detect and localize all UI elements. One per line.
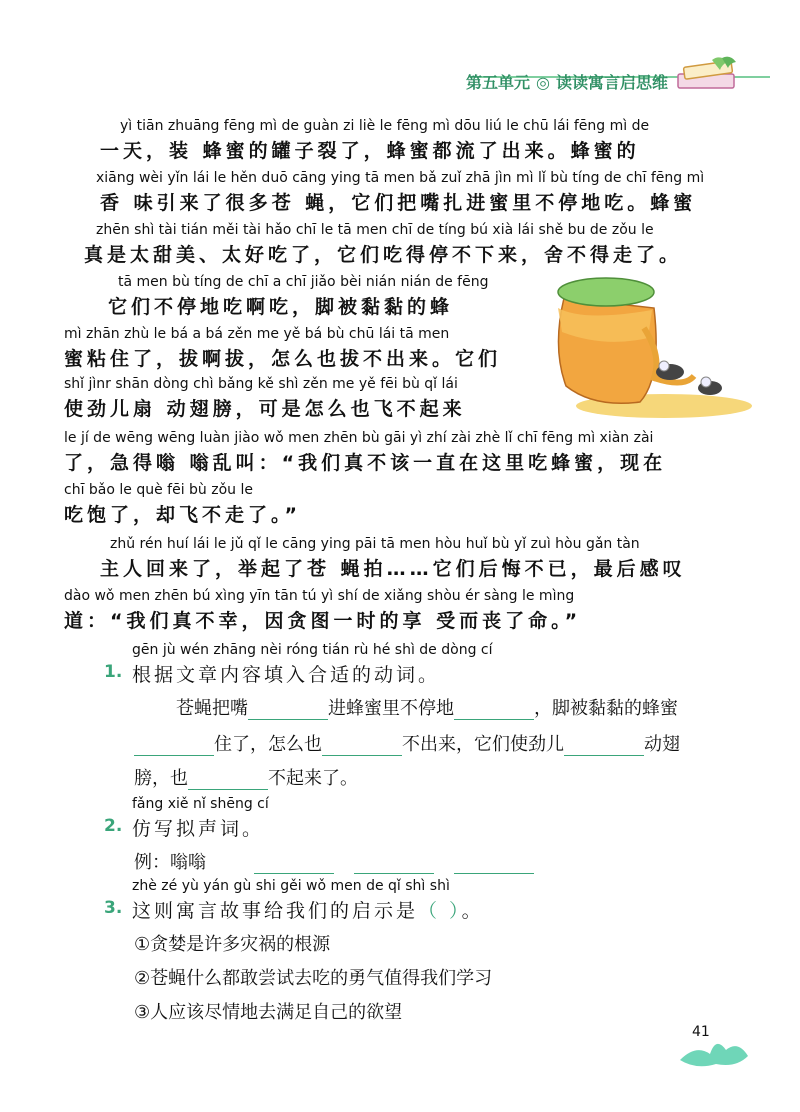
answer-paren[interactable]: （ ） <box>418 900 462 922</box>
pinyin-line-2: xiāng wèi yǐn lái le hěn duō cāng ying tā men bǎ zuǐ zhā jìn mì lǐ bù tíng de chī fēng mì <box>96 170 705 186</box>
pinyin-line-7: le jí de wēng wēng luàn jiào wǒ men zhēn bù gāi yì zhí zài zhè lǐ chī fēng mì xiàn zài <box>64 430 654 446</box>
text-line-1: 一天，装 蜂蜜的罐子裂了，蜂蜜都流了出来。蜂蜜的 <box>100 140 640 162</box>
q1-part-8: 不起来了。 <box>268 768 358 789</box>
q2-example-text: 例：嗡嗡 <box>134 852 206 873</box>
q2-prompt: 仿写拟声词。 <box>132 818 265 840</box>
q1-part-7: 膀，也 <box>134 768 188 789</box>
text-line-6: 使劲儿扇 动翅膀，可是怎么也飞不起来 <box>64 398 466 420</box>
blank-3[interactable] <box>134 735 214 756</box>
q1-part-6: 动翅 <box>644 734 680 755</box>
q3-prompt-line <box>132 896 484 923</box>
honey-jar-illustration <box>544 268 754 420</box>
unit-title-text: 读读寓言启思维 <box>555 73 668 92</box>
pinyin-line-10: dào wǒ men zhēn bú xìng yīn tān tú yì shí de xiǎng shòu ér sàng le mìng <box>64 588 575 604</box>
q1-part-3: ，脚被黏黏的蜂蜜 <box>534 698 678 719</box>
text-line-4: 它们不停地吃啊吃，脚被黏黏的蜂 <box>108 296 454 318</box>
text-line-3: 真是太甜美、太好吃了，它们吃得停不下来，舍不得走了。 <box>84 244 683 266</box>
text-line-7: 了，急得嗡 嗡乱叫：“我们真不该一直在这里吃蜂蜜，现在 <box>64 452 667 474</box>
pinyin-line-4: tā men bù tíng de chī a chī jiǎo bèi nián nián de fēng <box>118 274 489 290</box>
blank-6[interactable] <box>188 769 268 790</box>
option-3: ③人应该尽情地去满足自己的欲望 <box>134 1002 403 1023</box>
unit-label: 第五单元 <box>466 73 531 92</box>
page-number: 41 <box>692 1024 710 1040</box>
q1-pinyin: gēn jù wén zhāng nèi róng tián rù hé shì de dòng cí <box>132 642 493 658</box>
q3-tail: 。 <box>461 900 484 922</box>
q1-prompt: 根据文章内容填入合适的动词。 <box>132 664 441 686</box>
q3-pinyin: zhè zé yù yán gù shi gěi wǒ men de qǐ shì shì <box>132 878 450 894</box>
splash-decoration-icon <box>676 1030 752 1070</box>
unit-header <box>466 70 668 93</box>
q1-sentence-line-1 <box>176 694 678 720</box>
text-line-9: 主人回来了，举起了苍 蝇拍……它们后悔不已，最后感叹 <box>100 558 686 580</box>
option-2: ②苍蝇什么都敢尝试去吃的勇气值得我们学习 <box>134 968 493 989</box>
q3-prompt: 这则寓言故事给我们的启示是 <box>132 900 419 922</box>
q3-number: 3. <box>104 898 123 918</box>
text-line-8: 吃饱了，却飞不走了。” <box>64 504 301 526</box>
text-line-10: 道：“我们真不幸，因贪图一时的享 受而丧了命。” <box>64 610 582 632</box>
pinyin-line-1: yì tiān zhuāng fēng mì de guàn zi liè le fēng mì dōu liú le chū lái fēng mì de <box>120 118 650 134</box>
blank-2[interactable] <box>454 699 534 720</box>
q1-sentence-line-3 <box>134 764 358 790</box>
q1-number: 1. <box>104 662 123 682</box>
q2-number: 2. <box>104 816 123 836</box>
blank-7[interactable] <box>254 853 334 874</box>
books-icon <box>672 54 742 94</box>
blank-8[interactable] <box>354 853 434 874</box>
pinyin-line-5: mì zhān zhù le bá a bá zěn me yě bá bù chū lái tā men <box>64 326 450 342</box>
pinyin-line-3: zhēn shì tài tián měi tài hǎo chī le tā men chī de tíng bú xià lái shě bu de zǒu le <box>96 222 654 238</box>
q1-part-2: 进蜂蜜里不停地 <box>328 698 454 719</box>
blank-5[interactable] <box>564 735 644 756</box>
pinyin-line-8: chī bǎo le què fēi bù zǒu le <box>64 482 253 498</box>
pinyin-line-6: shǐ jìnr shān dòng chì bǎng kě shì zěn me yě fēi bù qǐ lái <box>64 376 458 392</box>
circle-mark: ◎ <box>536 73 550 92</box>
pinyin-line-9: zhǔ rén huí lái le jǔ qǐ le cāng ying pāi tā men hòu huǐ bù yǐ zuì hòu gǎn tàn <box>110 536 640 552</box>
text-line-5: 蜜粘住了，拔啊拔，怎么也拔不出来。它们 <box>64 348 502 370</box>
q1-part-4: 住了，怎么也 <box>214 734 322 755</box>
option-1: ①贪婪是许多灾祸的根源 <box>134 934 331 955</box>
blank-4[interactable] <box>322 735 402 756</box>
text-line-2: 香 味引来了很多苍 蝇，它们把嘴扎进蜜里不停地吃。蜂蜜 <box>100 192 697 214</box>
q2-example <box>134 848 534 874</box>
blank-1[interactable] <box>248 699 328 720</box>
q1-part-5: 不出来，它们使劲儿 <box>402 734 564 755</box>
q2-pinyin: fǎng xiě nǐ shēng cí <box>132 796 269 812</box>
blank-9[interactable] <box>454 853 534 874</box>
q1-part-1: 苍蝇把嘴 <box>176 698 248 719</box>
q1-sentence-line-2 <box>134 730 680 756</box>
